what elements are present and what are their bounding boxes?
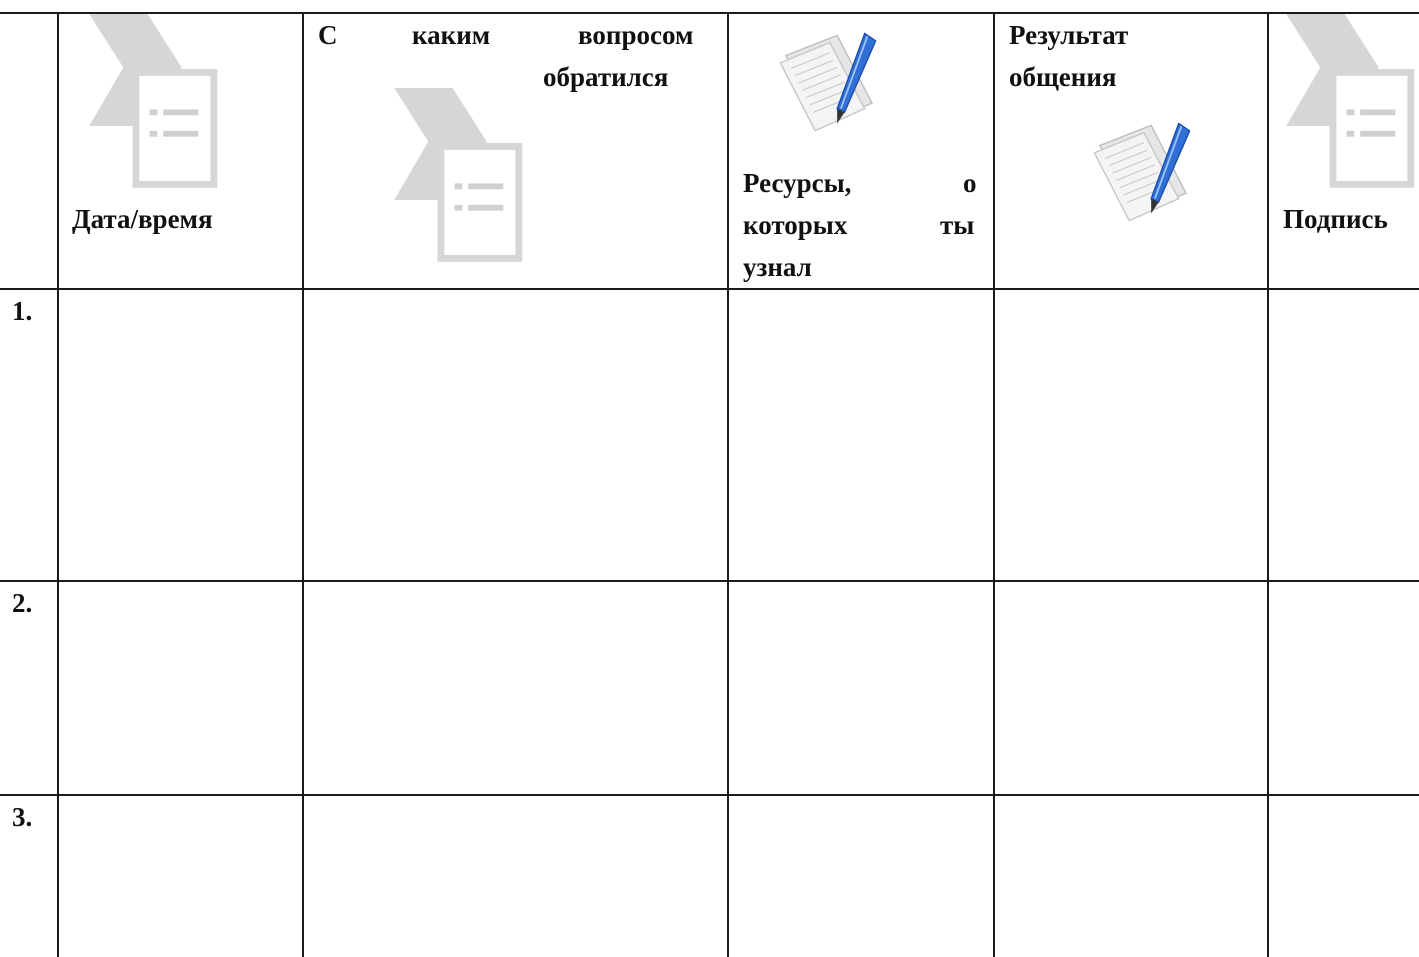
document-list-icon [85,14,220,199]
document-pen-icon [1082,118,1202,228]
document-pen-icon [768,28,888,138]
column-divider-1 [57,12,59,957]
column-divider-2 [302,12,304,957]
header-date-time: Дата/время [72,204,213,234]
header-bottom-border [0,288,1419,290]
header-result-line-1: Результат [1009,20,1129,50]
row-2-bottom-border [0,794,1419,796]
row-1-number: 1. [12,296,33,326]
header-resources-word-4: ты [940,210,975,240]
row-1-bottom-border [0,580,1419,582]
header-question-word-1: С [318,20,338,50]
document-list-icon [390,88,525,273]
row-2-number: 2. [12,588,33,618]
header-question-line-2: обратился [543,62,669,92]
row-3-number: 3. [12,802,33,832]
column-divider-3 [727,12,729,957]
header-resources-word-1: Ресурсы, [743,168,852,198]
header-question-word-2: каким [412,20,491,50]
header-result-line-2: общения [1009,62,1117,92]
header-resources-word-2: о [963,168,977,198]
header-signature: Подпись [1283,204,1388,234]
header-question-word-3: вопросом [578,20,694,50]
header-resources-line-3: узнал [743,252,812,282]
header-resources-word-3: которых [743,210,848,240]
column-divider-5 [1267,12,1269,957]
column-divider-4 [993,12,995,957]
document-list-icon [1282,14,1417,199]
